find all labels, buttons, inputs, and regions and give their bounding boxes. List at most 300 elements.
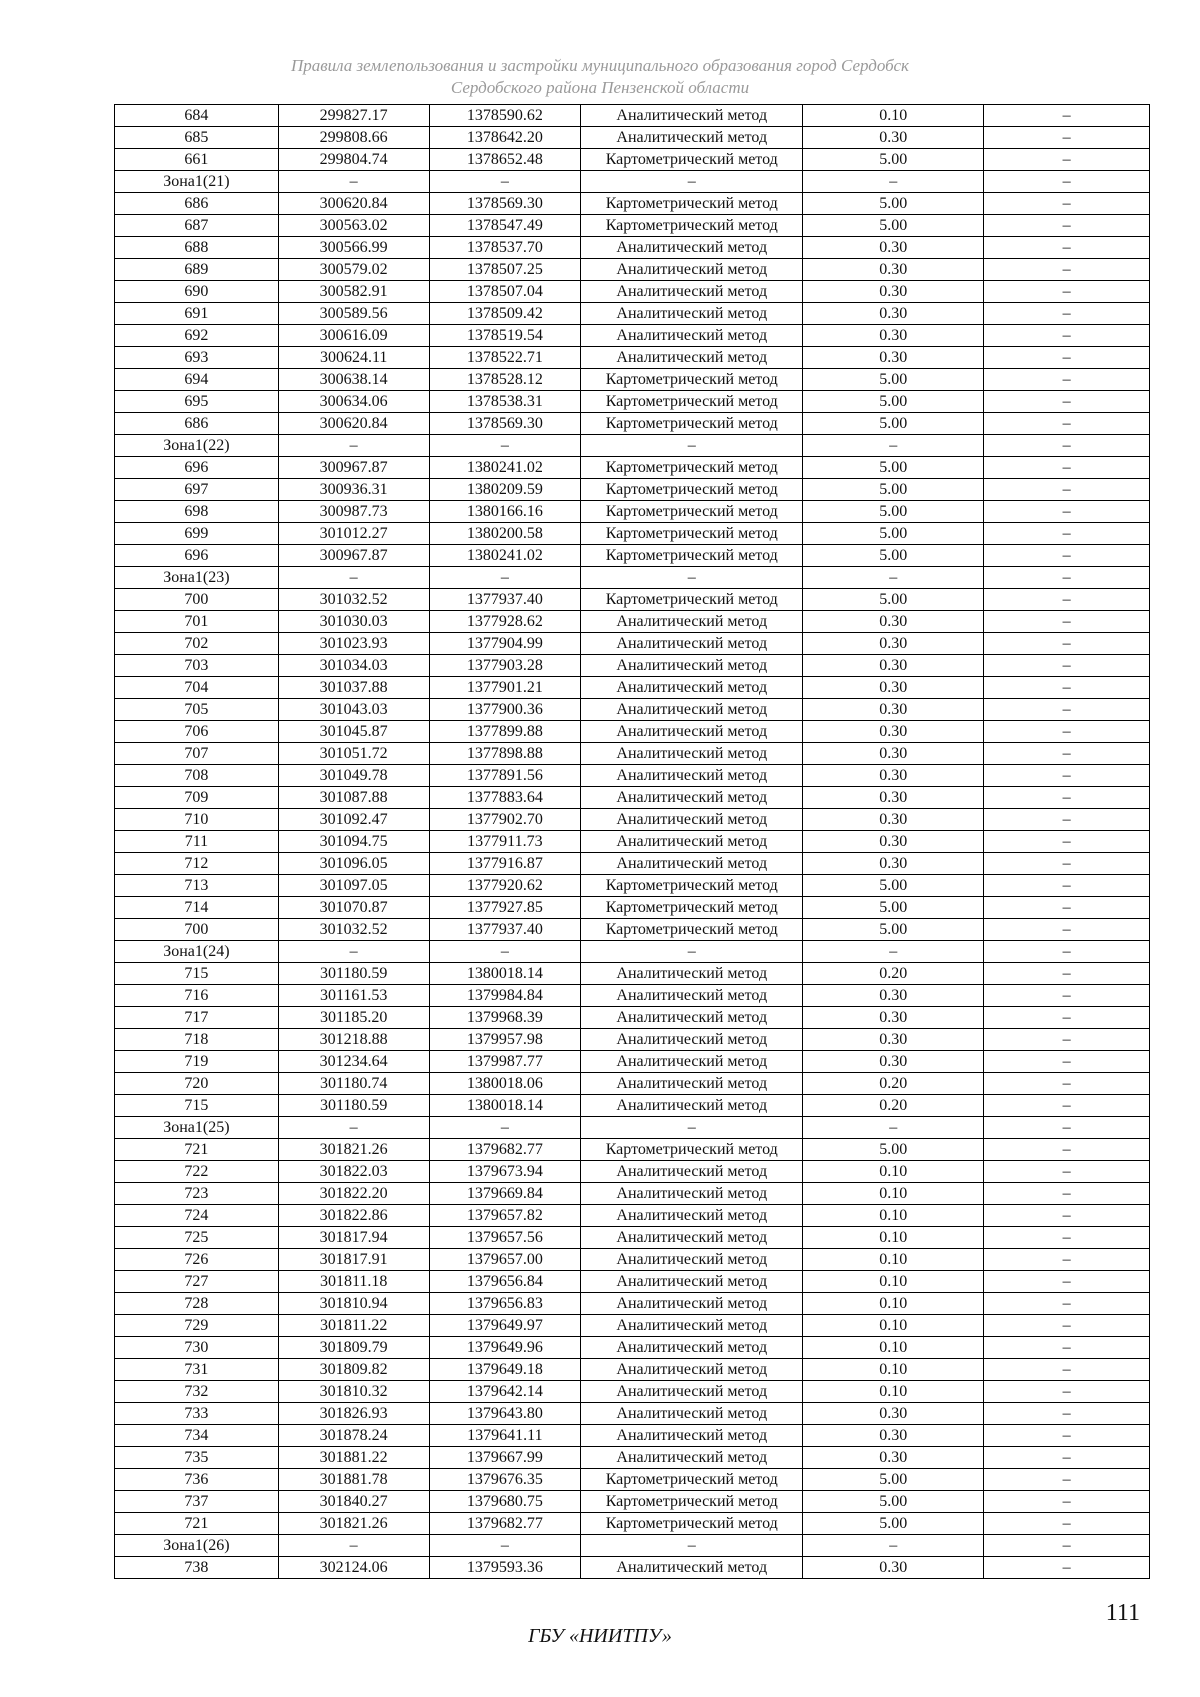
coordinates-table [114, 104, 1150, 1579]
cell-y-coordinate: 1378522.71 [429, 347, 581, 369]
cell-accuracy: – [803, 567, 984, 589]
table-row [115, 1293, 1150, 1315]
cell-method: Аналитический метод [581, 127, 803, 149]
cell-method: Аналитический метод [581, 611, 803, 633]
cell-accuracy: 5.00 [803, 589, 984, 611]
cell-method: Аналитический метод [581, 1557, 803, 1579]
cell-description: – [984, 677, 1150, 699]
cell-y-coordinate: 1379649.97 [429, 1315, 581, 1337]
cell-method: – [581, 1117, 803, 1139]
table-row [115, 501, 1150, 523]
cell-method: Картометрический метод [581, 215, 803, 237]
cell-accuracy: 5.00 [803, 479, 984, 501]
cell-y-coordinate: 1380200.58 [429, 523, 581, 545]
cell-description: – [984, 567, 1150, 589]
cell-point-number: 712 [115, 853, 279, 875]
cell-description: – [984, 589, 1150, 611]
cell-y-coordinate: – [429, 171, 581, 193]
cell-x-coordinate: 300620.84 [278, 413, 429, 435]
cell-accuracy: 0.30 [803, 853, 984, 875]
table-row [115, 259, 1150, 281]
cell-point-number: 689 [115, 259, 279, 281]
cell-method: Аналитический метод [581, 1227, 803, 1249]
cell-method: Аналитический метод [581, 1161, 803, 1183]
cell-point-number: 702 [115, 633, 279, 655]
cell-accuracy: 0.10 [803, 1271, 984, 1293]
table-row [115, 963, 1150, 985]
cell-x-coordinate: 301034.03 [278, 655, 429, 677]
cell-point-number: 688 [115, 237, 279, 259]
cell-x-coordinate: 301821.26 [278, 1513, 429, 1535]
cell-method: Аналитический метод [581, 281, 803, 303]
cell-method: – [581, 567, 803, 589]
table-row [115, 919, 1150, 941]
table-row [115, 1205, 1150, 1227]
cell-y-coordinate: 1379642.14 [429, 1381, 581, 1403]
cell-method: Аналитический метод [581, 743, 803, 765]
cell-accuracy: 5.00 [803, 391, 984, 413]
cell-x-coordinate: 301840.27 [278, 1491, 429, 1513]
cell-x-coordinate: 299804.74 [278, 149, 429, 171]
cell-method: Аналитический метод [581, 237, 803, 259]
table-row [115, 237, 1150, 259]
cell-x-coordinate: 301051.72 [278, 743, 429, 765]
table-row [115, 281, 1150, 303]
cell-accuracy: 0.20 [803, 1095, 984, 1117]
cell-x-coordinate: 301180.59 [278, 1095, 429, 1117]
cell-accuracy: 0.20 [803, 963, 984, 985]
cell-point-number: 692 [115, 325, 279, 347]
cell-point-number: 708 [115, 765, 279, 787]
table-row [115, 677, 1150, 699]
cell-method: Аналитический метод [581, 1271, 803, 1293]
cell-point-number: 715 [115, 1095, 279, 1117]
cell-x-coordinate: 301070.87 [278, 897, 429, 919]
cell-x-coordinate: 300634.06 [278, 391, 429, 413]
cell-point-number: 726 [115, 1249, 279, 1271]
cell-description: – [984, 1051, 1150, 1073]
cell-method: Картометрический метод [581, 523, 803, 545]
cell-y-coordinate: 1377937.40 [429, 919, 581, 941]
cell-point-number: 710 [115, 809, 279, 831]
cell-method: Картометрический метод [581, 919, 803, 941]
table-row [115, 1161, 1150, 1183]
cell-y-coordinate: 1378519.54 [429, 325, 581, 347]
cell-point-number: Зона1(26) [115, 1535, 279, 1557]
cell-point-number: 735 [115, 1447, 279, 1469]
cell-x-coordinate: 301012.27 [278, 523, 429, 545]
cell-point-number: 703 [115, 655, 279, 677]
cell-method: Аналитический метод [581, 259, 803, 281]
cell-y-coordinate: 1378652.48 [429, 149, 581, 171]
cell-description: – [984, 1249, 1150, 1271]
cell-x-coordinate: – [278, 1117, 429, 1139]
cell-x-coordinate: 301809.79 [278, 1337, 429, 1359]
cell-x-coordinate: 301822.03 [278, 1161, 429, 1183]
cell-point-number: 721 [115, 1139, 279, 1161]
cell-x-coordinate: 301826.93 [278, 1403, 429, 1425]
cell-description: – [984, 1029, 1150, 1051]
cell-method: – [581, 941, 803, 963]
cell-description: – [984, 655, 1150, 677]
cell-y-coordinate: 1379649.96 [429, 1337, 581, 1359]
cell-description: – [984, 523, 1150, 545]
cell-method: Аналитический метод [581, 765, 803, 787]
cell-accuracy: 0.10 [803, 1183, 984, 1205]
cell-x-coordinate: – [278, 171, 429, 193]
cell-method: Картометрический метод [581, 479, 803, 501]
cell-accuracy: 5.00 [803, 369, 984, 391]
cell-x-coordinate: 301097.05 [278, 875, 429, 897]
cell-accuracy: 0.10 [803, 1359, 984, 1381]
cell-method: Аналитический метод [581, 1205, 803, 1227]
table-row [115, 1227, 1150, 1249]
cell-accuracy: 5.00 [803, 897, 984, 919]
cell-method: – [581, 171, 803, 193]
zone-row [115, 1117, 1150, 1139]
cell-point-number: 719 [115, 1051, 279, 1073]
zone-row [115, 435, 1150, 457]
running-header [0, 56, 1200, 98]
cell-x-coordinate: – [278, 1535, 429, 1557]
table-row [115, 457, 1150, 479]
cell-accuracy: 5.00 [803, 875, 984, 897]
cell-point-number: 709 [115, 787, 279, 809]
cell-y-coordinate: 1377927.85 [429, 897, 581, 919]
table-row [115, 655, 1150, 677]
cell-method: Картометрический метод [581, 391, 803, 413]
cell-point-number: 715 [115, 963, 279, 985]
cell-accuracy: 0.30 [803, 743, 984, 765]
cell-description: – [984, 347, 1150, 369]
cell-description: – [984, 1535, 1150, 1557]
cell-x-coordinate: 300620.84 [278, 193, 429, 215]
cell-y-coordinate: 1378538.31 [429, 391, 581, 413]
cell-y-coordinate: 1377937.40 [429, 589, 581, 611]
cell-x-coordinate: 300566.99 [278, 237, 429, 259]
cell-y-coordinate: – [429, 567, 581, 589]
cell-y-coordinate: 1378528.12 [429, 369, 581, 391]
cell-accuracy: 0.30 [803, 787, 984, 809]
cell-y-coordinate: 1378642.20 [429, 127, 581, 149]
table-row [115, 1073, 1150, 1095]
table-row [115, 105, 1150, 127]
cell-point-number: 694 [115, 369, 279, 391]
cell-description: – [984, 831, 1150, 853]
cell-accuracy: 5.00 [803, 215, 984, 237]
cell-accuracy: 5.00 [803, 1469, 984, 1491]
cell-y-coordinate: 1380241.02 [429, 457, 581, 479]
table-row [115, 897, 1150, 919]
cell-description: – [984, 127, 1150, 149]
cell-method: Аналитический метод [581, 655, 803, 677]
cell-method: Аналитический метод [581, 1029, 803, 1051]
cell-x-coordinate: 300967.87 [278, 545, 429, 567]
cell-y-coordinate: 1377928.62 [429, 611, 581, 633]
zone-row [115, 1535, 1150, 1557]
cell-description: – [984, 369, 1150, 391]
cell-accuracy: 0.30 [803, 809, 984, 831]
cell-y-coordinate: 1379682.77 [429, 1513, 581, 1535]
table-row [115, 215, 1150, 237]
cell-x-coordinate: 301092.47 [278, 809, 429, 831]
cell-method: Картометрический метод [581, 1469, 803, 1491]
cell-point-number: Зона1(22) [115, 435, 279, 457]
cell-x-coordinate: 301810.94 [278, 1293, 429, 1315]
cell-y-coordinate: 1380018.06 [429, 1073, 581, 1095]
cell-point-number: 723 [115, 1183, 279, 1205]
cell-accuracy: – [803, 941, 984, 963]
cell-x-coordinate: 301881.22 [278, 1447, 429, 1469]
cell-y-coordinate: 1380209.59 [429, 479, 581, 501]
cell-y-coordinate: 1379657.56 [429, 1227, 581, 1249]
cell-method: – [581, 435, 803, 457]
cell-method: Аналитический метод [581, 1073, 803, 1095]
cell-accuracy: 5.00 [803, 919, 984, 941]
cell-y-coordinate: 1379643.80 [429, 1403, 581, 1425]
cell-method: Аналитический метод [581, 1337, 803, 1359]
table-row [115, 1249, 1150, 1271]
cell-point-number: 721 [115, 1513, 279, 1535]
cell-description: – [984, 1161, 1150, 1183]
table-row [115, 1513, 1150, 1535]
cell-point-number: 701 [115, 611, 279, 633]
cell-point-number: Зона1(24) [115, 941, 279, 963]
cell-description: – [984, 1557, 1150, 1579]
table-row [115, 875, 1150, 897]
cell-method: Аналитический метод [581, 1183, 803, 1205]
cell-x-coordinate: 301161.53 [278, 985, 429, 1007]
cell-point-number: 718 [115, 1029, 279, 1051]
cell-accuracy: 0.10 [803, 1161, 984, 1183]
cell-x-coordinate: 301032.52 [278, 919, 429, 941]
cell-method: Аналитический метод [581, 1425, 803, 1447]
cell-description: – [984, 743, 1150, 765]
table-row [115, 479, 1150, 501]
cell-y-coordinate: 1379657.00 [429, 1249, 581, 1271]
cell-y-coordinate: 1378507.04 [429, 281, 581, 303]
cell-description: – [984, 435, 1150, 457]
cell-description: – [984, 1359, 1150, 1381]
cell-point-number: 720 [115, 1073, 279, 1095]
cell-y-coordinate: 1379673.94 [429, 1161, 581, 1183]
cell-x-coordinate: 301822.20 [278, 1183, 429, 1205]
cell-x-coordinate: 301023.93 [278, 633, 429, 655]
table-row [115, 1425, 1150, 1447]
cell-accuracy: 0.10 [803, 1315, 984, 1337]
cell-method: Картометрический метод [581, 149, 803, 171]
cell-description: – [984, 391, 1150, 413]
cell-method: Аналитический метод [581, 809, 803, 831]
cell-description: – [984, 413, 1150, 435]
table-row [115, 1359, 1150, 1381]
footer-organization: ГБУ «НИИТПУ» [528, 1625, 672, 1647]
cell-accuracy: – [803, 1535, 984, 1557]
cell-accuracy: 0.30 [803, 985, 984, 1007]
table-row [115, 391, 1150, 413]
table-row [115, 985, 1150, 1007]
cell-y-coordinate: 1379657.82 [429, 1205, 581, 1227]
cell-accuracy: 0.30 [803, 259, 984, 281]
table-row [115, 589, 1150, 611]
table-row [115, 633, 1150, 655]
cell-point-number: Зона1(25) [115, 1117, 279, 1139]
cell-y-coordinate: 1377883.64 [429, 787, 581, 809]
cell-description: – [984, 1381, 1150, 1403]
cell-x-coordinate: 300589.56 [278, 303, 429, 325]
cell-point-number: 699 [115, 523, 279, 545]
cell-y-coordinate: – [429, 1117, 581, 1139]
cell-description: – [984, 1403, 1150, 1425]
cell-point-number: 698 [115, 501, 279, 523]
cell-y-coordinate: 1378590.62 [429, 105, 581, 127]
cell-description: – [984, 545, 1150, 567]
table-row [115, 149, 1150, 171]
cell-x-coordinate: 301878.24 [278, 1425, 429, 1447]
cell-description: – [984, 1073, 1150, 1095]
cell-accuracy: 0.10 [803, 1337, 984, 1359]
cell-method: Картометрический метод [581, 193, 803, 215]
cell-description: – [984, 193, 1150, 215]
cell-description: – [984, 215, 1150, 237]
cell-description: – [984, 853, 1150, 875]
cell-point-number: 727 [115, 1271, 279, 1293]
cell-description: – [984, 985, 1150, 1007]
cell-description: – [984, 633, 1150, 655]
cell-accuracy: 5.00 [803, 413, 984, 435]
cell-x-coordinate: 301811.22 [278, 1315, 429, 1337]
cell-x-coordinate: 301096.05 [278, 853, 429, 875]
cell-description: – [984, 171, 1150, 193]
cell-accuracy: 5.00 [803, 1139, 984, 1161]
cell-method: Аналитический метод [581, 787, 803, 809]
cell-accuracy: 5.00 [803, 1491, 984, 1513]
cell-y-coordinate: – [429, 1535, 581, 1557]
cell-point-number: 686 [115, 413, 279, 435]
cell-y-coordinate: 1377920.62 [429, 875, 581, 897]
table-row [115, 1447, 1150, 1469]
cell-point-number: 697 [115, 479, 279, 501]
cell-accuracy: 0.30 [803, 611, 984, 633]
table-row [115, 369, 1150, 391]
cell-method: Картометрический метод [581, 369, 803, 391]
cell-y-coordinate: 1379682.77 [429, 1139, 581, 1161]
cell-x-coordinate: 299827.17 [278, 105, 429, 127]
cell-x-coordinate: 301817.91 [278, 1249, 429, 1271]
cell-y-coordinate: 1377903.28 [429, 655, 581, 677]
cell-description: – [984, 1007, 1150, 1029]
cell-description: – [984, 1095, 1150, 1117]
cell-description: – [984, 941, 1150, 963]
cell-method: Картометрический метод [581, 501, 803, 523]
cell-description: – [984, 897, 1150, 919]
cell-description: – [984, 1469, 1150, 1491]
table-row [115, 1337, 1150, 1359]
cell-x-coordinate: 301045.87 [278, 721, 429, 743]
cell-accuracy: 0.10 [803, 1205, 984, 1227]
cell-accuracy: – [803, 171, 984, 193]
table-row [115, 721, 1150, 743]
table-row [115, 787, 1150, 809]
cell-x-coordinate: 300579.02 [278, 259, 429, 281]
cell-method: Аналитический метод [581, 633, 803, 655]
cell-y-coordinate: 1377898.88 [429, 743, 581, 765]
cell-method: Картометрический метод [581, 875, 803, 897]
table-body [115, 105, 1150, 1579]
cell-accuracy: 0.10 [803, 1227, 984, 1249]
cell-y-coordinate: 1378507.25 [429, 259, 581, 281]
cell-accuracy: 0.30 [803, 699, 984, 721]
cell-x-coordinate: 301030.03 [278, 611, 429, 633]
table-row [115, 325, 1150, 347]
cell-y-coordinate: 1379667.99 [429, 1447, 581, 1469]
cell-y-coordinate: 1379984.84 [429, 985, 581, 1007]
cell-x-coordinate: 300967.87 [278, 457, 429, 479]
cell-x-coordinate: 301218.88 [278, 1029, 429, 1051]
cell-point-number: 707 [115, 743, 279, 765]
cell-accuracy: 0.30 [803, 633, 984, 655]
cell-point-number: 705 [115, 699, 279, 721]
cell-y-coordinate: 1379680.75 [429, 1491, 581, 1513]
table-row [115, 303, 1150, 325]
cell-y-coordinate: 1379649.18 [429, 1359, 581, 1381]
cell-point-number: 737 [115, 1491, 279, 1513]
cell-y-coordinate: 1380241.02 [429, 545, 581, 567]
cell-method: Картометрический метод [581, 545, 803, 567]
cell-y-coordinate: – [429, 435, 581, 457]
table-row [115, 1029, 1150, 1051]
cell-method: Картометрический метод [581, 589, 803, 611]
cell-point-number: 691 [115, 303, 279, 325]
cell-method: – [581, 1535, 803, 1557]
cell-y-coordinate: 1378569.30 [429, 193, 581, 215]
cell-accuracy: 0.30 [803, 347, 984, 369]
cell-point-number: 725 [115, 1227, 279, 1249]
cell-y-coordinate: 1379641.11 [429, 1425, 581, 1447]
cell-y-coordinate: 1377916.87 [429, 853, 581, 875]
cell-accuracy: 0.30 [803, 721, 984, 743]
cell-description: – [984, 1227, 1150, 1249]
cell-description: – [984, 787, 1150, 809]
table-row [115, 1557, 1150, 1579]
table-row [115, 831, 1150, 853]
cell-x-coordinate: 301087.88 [278, 787, 429, 809]
cell-method: Аналитический метод [581, 963, 803, 985]
cell-y-coordinate: 1377900.36 [429, 699, 581, 721]
cell-y-coordinate: 1377904.99 [429, 633, 581, 655]
cell-description: – [984, 1183, 1150, 1205]
cell-x-coordinate: 301822.86 [278, 1205, 429, 1227]
cell-y-coordinate: 1380018.14 [429, 1095, 581, 1117]
cell-x-coordinate: 300624.11 [278, 347, 429, 369]
cell-point-number: 704 [115, 677, 279, 699]
cell-accuracy: 0.30 [803, 831, 984, 853]
cell-accuracy: 0.30 [803, 1403, 984, 1425]
cell-description: – [984, 1139, 1150, 1161]
table-row [115, 765, 1150, 787]
cell-method: Картометрический метод [581, 1139, 803, 1161]
table-row [115, 347, 1150, 369]
cell-x-coordinate: – [278, 435, 429, 457]
cell-point-number: 729 [115, 1315, 279, 1337]
cell-point-number: 706 [115, 721, 279, 743]
cell-method: Картометрический метод [581, 1491, 803, 1513]
cell-description: – [984, 1513, 1150, 1535]
cell-description: – [984, 1293, 1150, 1315]
cell-x-coordinate: – [278, 567, 429, 589]
cell-description: – [984, 875, 1150, 897]
cell-point-number: 731 [115, 1359, 279, 1381]
